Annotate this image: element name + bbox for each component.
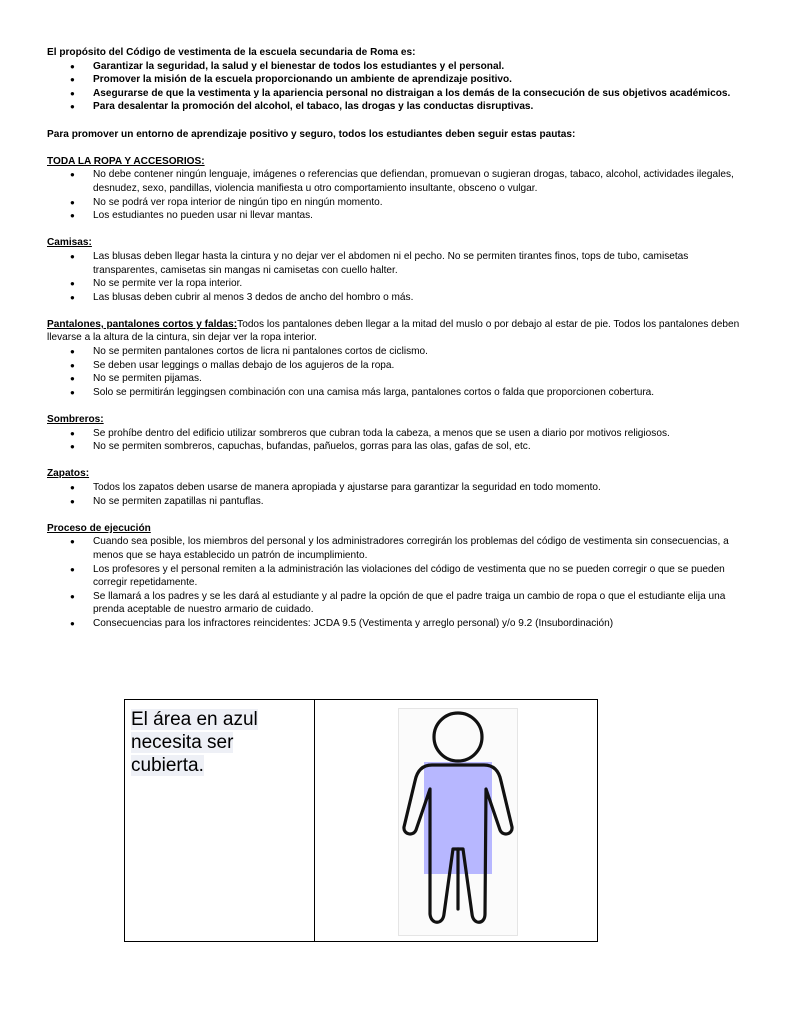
coverage-figure-box (124, 699, 598, 942)
list-item: ● Los profesores y el personal remiten a la administración las violaciones del código de vestimenta que no se pueden corregir o que se pueden corregir repetidamente. (47, 563, 747, 590)
pants-paragraph (47, 318, 747, 345)
section-title-shirts: Camisas: (47, 237, 92, 249)
list-item: ● No se permiten sombreros, capuchas, bufandas, pañuelos, gorras para las olas, gafas de sol, etc. (47, 440, 747, 454)
list-item: ● No se podrá ver ropa interior de ningún tipo en ningún momento. (47, 196, 747, 210)
intro-title: El propósito del Código de vestimenta de la escuela secundaria de Roma es: (47, 47, 416, 58)
section-list-shirts (47, 250, 747, 304)
section-list-hats (47, 427, 747, 454)
list-item: ● Todos los zapatos deben usarse de manera apropiada y ajustarse para garantizar la seguridad en todo momento. (47, 481, 747, 495)
list-item: ● No debe contener ningún lenguaje, imágenes o referencias que defiendan, promuevan o sugieran drogas, tabaco, alcohol, actividades ilegales, desnudez, sexo, pandillas, violencia manifiesta u otro comportamiento insultante, obsceno o vulgar. (47, 168, 747, 195)
dress-code-document (47, 46, 747, 631)
list-item: ● Consecuencias para los infractores reincidentes: JCDA 9.5 (Vestimenta y arreglo personal) y/o 9.2 (Insubordinación) (47, 617, 747, 631)
section-list-pants (47, 345, 747, 399)
list-item: ● No se permite ver la ropa interior. (47, 277, 747, 291)
figure-caption: El área en azul necesita ser cubierta. (131, 709, 258, 776)
list-item: ● Cuando sea posible, los miembros del personal y los administradores corregirán los problemas del código de vestimenta sin consecuencias, a menos que se haya establecido un patrón de incumplimiento. (47, 535, 747, 562)
section-title-shoes: Zapatos: (47, 468, 90, 480)
list-item: ● No se permiten zapatillas ni pantuflas. (47, 495, 747, 509)
section-list-enforcement (47, 535, 747, 630)
list-item: ● Garantizar la seguridad, la salud y el bienestar de todos los estudiantes y el personal. (47, 60, 747, 74)
section-title-hats: Sombreros: (47, 414, 104, 426)
section-list-shoes (47, 481, 747, 508)
person-figure-icon (399, 709, 517, 935)
list-item: ● Se prohíbe dentro del edificio utilizar sombreros que cubran toda la cabeza, a menos que se usen a diario por motivos religiosos. (47, 427, 747, 441)
section-title-all: TODA LA ROPA Y ACCESORIOS: (47, 155, 205, 167)
guidelines-intro: Para promover un entorno de aprendizaje positivo y seguro, todos los estudiantes deben seguir estas pautas: (47, 128, 576, 140)
list-item: ● Las blusas deben llegar hasta la cintura y no dejar ver el abdomen ni el pecho. No se permiten tirantes finos, tops de tubo, camisetas transparentes, camisetas sin mangas ni camisetas con cuello halter. (47, 250, 747, 277)
intro-list (47, 60, 747, 114)
list-item: ● Promover la misión de la escuela proporcionando un ambiente de aprendizaje positivo. (47, 73, 747, 87)
head-outline (434, 713, 482, 761)
figure-cell (315, 700, 597, 941)
pants-text: Todos los pantalones deben llegar a la mitad del muslo o por debajo al estar de pie. Todos los pantalones deben llevarse a la altura de la cintura, sin dejar ver la ropa interior. (47, 318, 740, 344)
list-item: ● Las blusas deben cubrir al menos 3 dedos de ancho del hombro o más. (47, 291, 747, 305)
section-list-all (47, 168, 747, 222)
list-item: ● Se deben usar leggings o mallas debajo de los agujeros de la ropa. (47, 359, 747, 373)
figure-frame (398, 708, 518, 936)
section-title-enforcement: Proceso de ejecución (47, 522, 151, 534)
list-item: ● Se llamará a los padres y se les dará al estudiante y al padre la opción de que el padre traiga un cambio de ropa o que el estudiante elija una prenda aceptable de nuestro armario de cuidado. (47, 590, 747, 617)
list-item: ● No se permiten pantalones cortos de licra ni pantalones cortos de ciclismo. (47, 345, 747, 359)
list-item: ● Para desalentar la promoción del alcohol, el tabaco, las drogas y las conductas disruptivas. (47, 100, 747, 114)
list-item: ● Asegurarse de que la vestimenta y la apariencia personal no distraigan a los demás de la consecución de sus objetivos académicos. (47, 87, 747, 101)
list-item: ● No se permiten pijamas. (47, 372, 747, 386)
section-title-pants: Pantalones, pantalones cortos y faldas: (47, 318, 238, 330)
caption-cell (125, 700, 315, 941)
list-item: ● Los estudiantes no pueden usar ni llevar mantas. (47, 209, 747, 223)
list-item: ● Solo se permitirán leggingsen combinación con una camisa más larga, pantalones cortos o falda que proporcionen cobertura. (47, 386, 747, 400)
